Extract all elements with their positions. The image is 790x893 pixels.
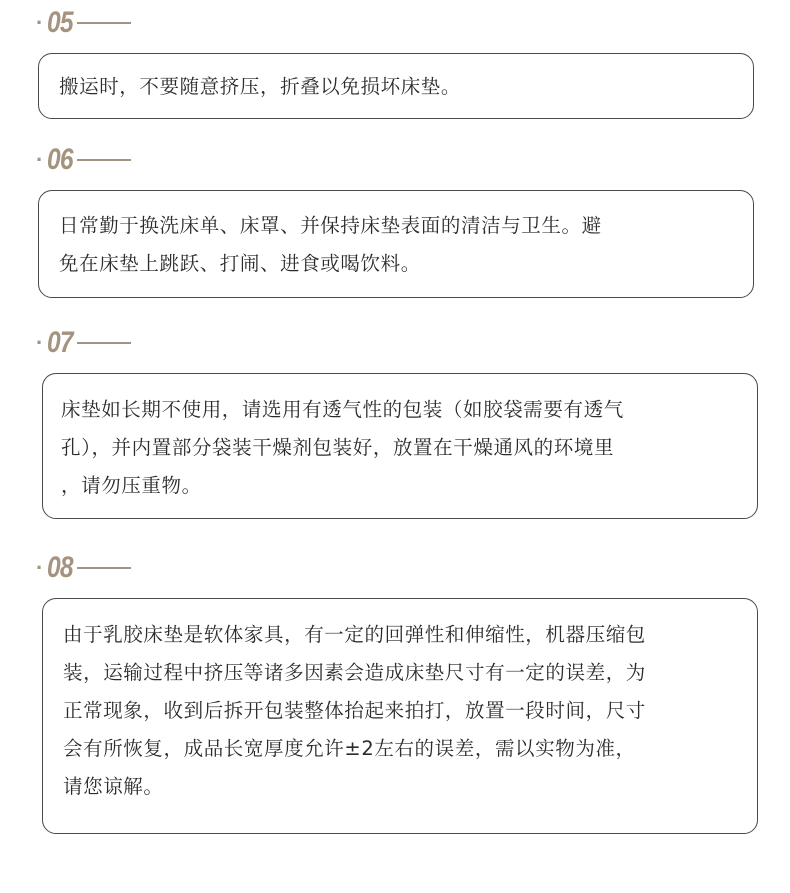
section-heading-08: [36, 553, 131, 583]
note-box-08: [42, 598, 758, 834]
heading-rule: [77, 159, 131, 161]
section-heading-07: [36, 328, 131, 358]
note-box-06: [38, 190, 754, 298]
section-heading-05: [36, 8, 131, 38]
heading-rule: [77, 22, 131, 24]
heading-dot: ·: [36, 330, 44, 355]
note-box-07: [42, 373, 758, 519]
heading-dot: ·: [36, 555, 44, 580]
heading-dot: ·: [36, 147, 44, 172]
heading-dot: ·: [36, 10, 44, 35]
section-number-06: 06: [47, 143, 74, 176]
note-text-06: 日常勤于换洗床单、床罩、并保持床垫表面的清洁与卫生。避 免在床垫上跳跃、打闹、进食或喝饮料。: [59, 214, 602, 275]
section-number-05: 05: [47, 6, 74, 39]
note-box-05: [38, 53, 754, 119]
note-text-05: 搬运时，不要随意挤压，折叠以免损坏床垫。: [59, 75, 462, 98]
section-number-08: 08: [47, 551, 74, 584]
section-heading-06: [36, 145, 131, 175]
note-text-07: 床垫如长期不使用，请选用有透气性的包装（如胶袋需要有透气 孔），并内置部分袋装干燥剂包装好，放置在干燥通风的环境里 ，请勿压重物。: [61, 398, 624, 497]
heading-rule: [77, 342, 131, 344]
section-number-07: 07: [47, 326, 74, 359]
note-text-08: 由于乳胶床垫是软体家具，有一定的回弹性和伸缩性，机器压缩包 装，运输过程中挤压等诸多因素会造成床垫尺寸有一定的误差，为 正常现象，收到后拆开包装整体抬起来拍打，放置一段时间，尺寸 会有所恢复，成品长宽厚度允许±2左右的误差，需以实物为准， 请您谅解。: [63, 623, 646, 798]
heading-rule: [77, 567, 131, 569]
